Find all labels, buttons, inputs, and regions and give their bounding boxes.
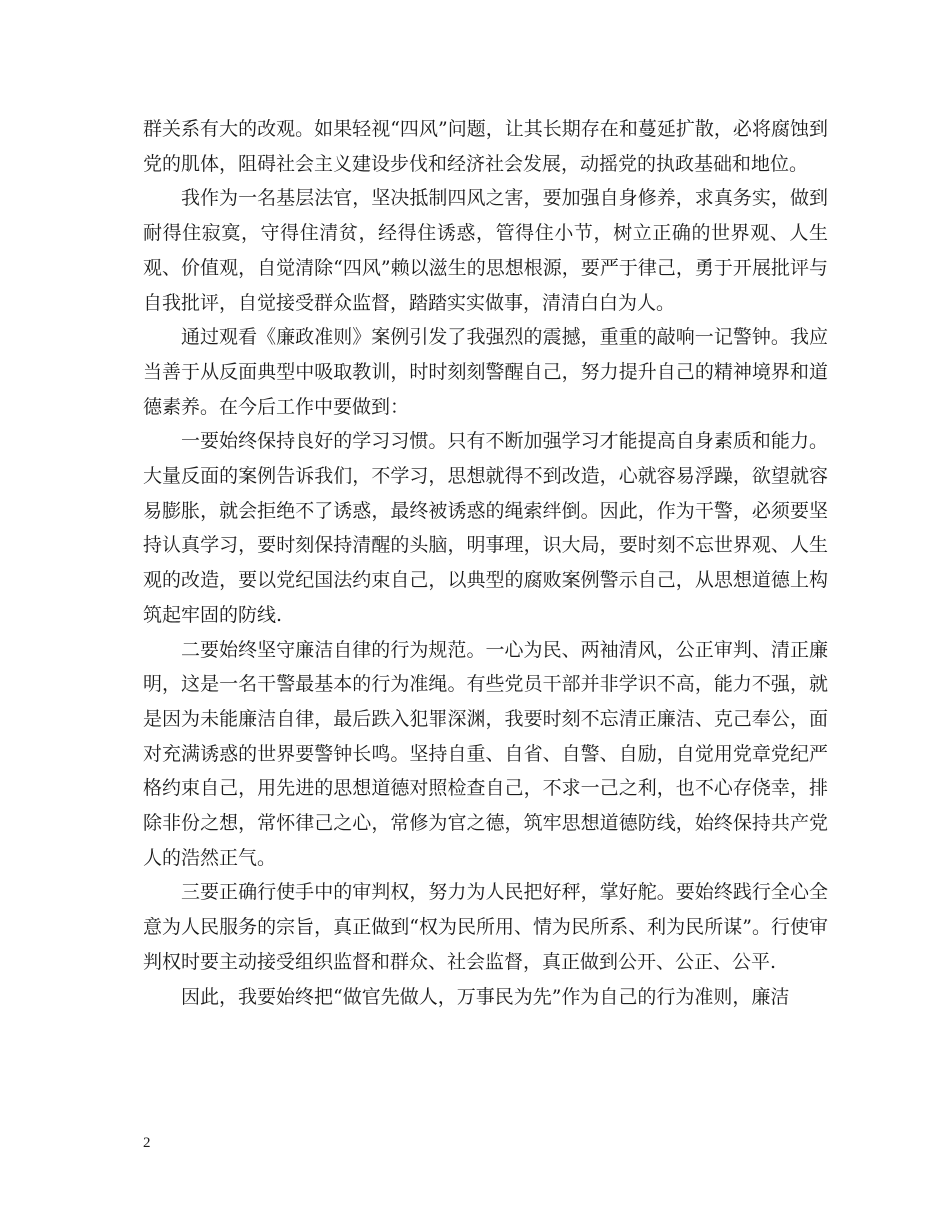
paragraph-7: 因此，我要始终把“做官先做人，万事民为先”作为自己的行为准则，廉洁 xyxy=(181,985,790,1008)
paragraph-1: 群关系有大的改观。如果轻视“四风”问题，让其长期存在和蔓延扩散，必将腐蚀到党的肌体，阻碍社会主义建设步伐和经济社会发展，动摇党的执政基础和地位。 xyxy=(143,118,828,175)
paragraph-4: 一要始终保持良好的学习习惯。只有不断加强学习才能提高自身素质和能力。大量反面的案例告诉我们，不学习，思想就得不到改造，心就容易浮躁，欲望就容易膨胀，就会拒绝不了诱惑，最终被诱惑的绳索绊倒。因此，作为干警，必须要坚持认真学习，要时刻保持清醒的头脑，明事理，识大局，要时刻不忘世界观、人生观的改造，要以党纪国法约束自己，以典型的腐败案例警示自己，从思想道德上构筑起牢固的防线. xyxy=(143,430,828,626)
paragraph-6: 三要正确行使手中的审判权，努力为人民把好秤，掌好舵。要始终践行全心全意为人民服务的宗旨，真正做到“权为民所用、情为民所系、利为民所谋”。行使审判权时要主动接受组织监督和群众、社会监督，真正做到公开、公正、公平. xyxy=(143,881,828,973)
document-body xyxy=(143,112,828,1014)
paragraph-5: 二要始终坚守廉洁自律的行为规范。一心为民、两袖清风，公正审判、清正廉明，这是一名干警最基本的行为准绳。有些党员干部并非学识不高，能力不强，就是因为未能廉洁自律，最后跌入犯罪深渊，我要时刻不忘清正廉洁、克己奉公，面对充满诱惑的世界要警钟长鸣。坚持自重、自省、自警、自励，自觉用党章党纪严格约束自己，用先进的思想道德对照检查自己，不求一己之利，也不心存侥幸，排除非份之想，常怀律己之心，常修为官之德，筑牢思想道德防线，始终保持共产党人的浩然正气。 xyxy=(143,638,828,869)
page-number: 2 xyxy=(143,1135,151,1151)
paragraph-3: 通过观看《廉政准则》案例引发了我强烈的震撼，重重的敲响一记警钟。我应当善于从反面典型中吸取教训，时时刻刻警醒自己，努力提升自己的精神境界和道德素养。在今后工作中要做到： xyxy=(143,326,828,418)
paragraph-2: 我作为一名基层法官，坚决抵制四风之害，要加强自身修养，求真务实，做到耐得住寂寞，守得住清贫，经得住诱惑，管得住小节，树立正确的世界观、人生观、价值观，自觉清除“四风”赖以滋生的思想根源，要严于律己，勇于开展批评与自我批评，自觉接受群众监督，踏踏实实做事，清清白白为人。 xyxy=(143,187,828,314)
